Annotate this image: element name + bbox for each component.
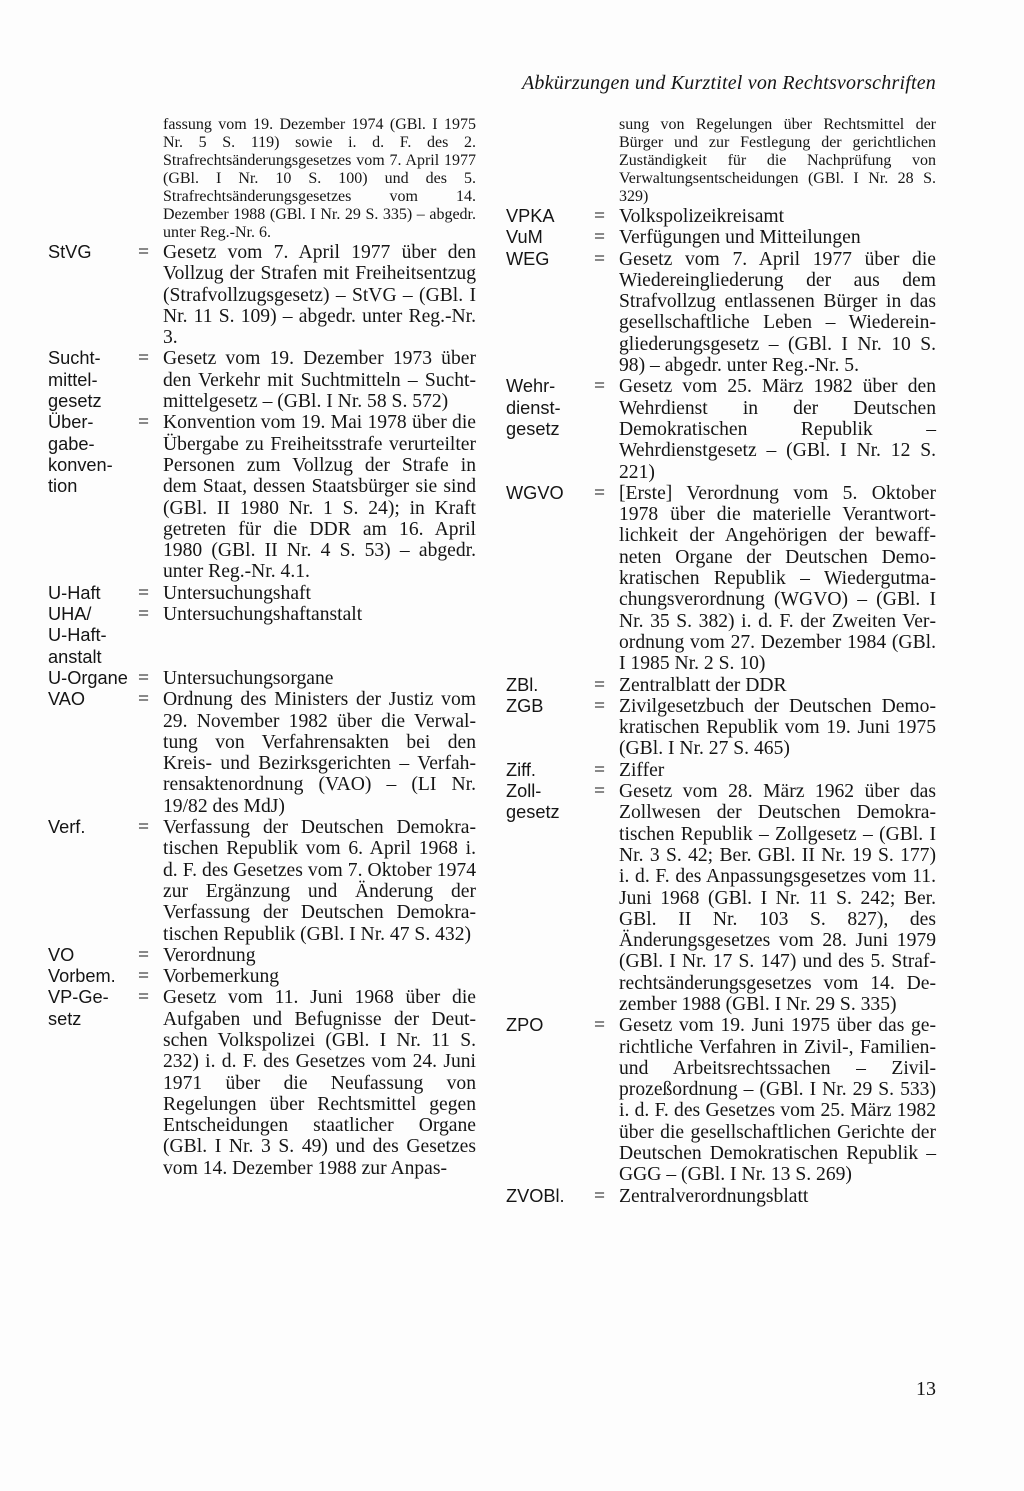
abbreviation-definition: Gesetz vom 7. April 1977 über die Wiedereingliederung der aus dem Strafvollzug entlassenen Bürger in das gesellschaftliche Leben – Wiedereingliederungsgesetz – (GBl. I Nr. 10 S. 98) – abgedr. unter Reg.-Nr. 5.: [619, 248, 936, 377]
abbreviation-definition: Untersuchungshaftanstalt: [163, 604, 363, 626]
equals-sign: =: [138, 689, 150, 711]
abbreviation-term: U-Organe: [48, 667, 128, 688]
equals-sign: =: [594, 482, 606, 504]
abbreviation-term: ZPO: [506, 1015, 544, 1036]
abbreviation-term: VAO: [48, 689, 86, 710]
equals-sign: =: [138, 242, 150, 263]
left-column: [48, 116, 476, 1179]
abbreviation-term: StVG: [48, 242, 92, 262]
abbreviation-entry: [506, 483, 936, 675]
abbreviation-term: UHA/ U-Haft- anstalt: [48, 604, 107, 667]
abbreviation-definition: Gesetz vom 7. April 1977 über den Vollzug der Strafen mit Freiheitsentzug (Strafvollzugsgesetz) – StVG – (GBl. I Nr. 11 S. 109) – abgedr. unter Reg.-Nr. 3.: [163, 242, 476, 349]
abbreviation-entry: [48, 817, 476, 945]
abbreviation-entry: [506, 675, 936, 696]
equals-sign: =: [138, 604, 150, 626]
equals-sign: =: [138, 817, 150, 839]
abbreviation-entry: [506, 376, 936, 482]
equals-sign: =: [138, 944, 150, 966]
abbreviation-term: Zoll- gesetz: [506, 781, 560, 823]
abbreviation-entry: [506, 249, 936, 377]
abbreviation-term: VPKA: [506, 206, 555, 226]
abbreviation-definition: Untersuchungsorgane: [163, 667, 334, 689]
abbreviation-definition: Zivilgesetzbuch der Deutschen Demokratischen Republik vom 19. Juni 1975 (GBl. I Nr. 27 S. 465): [619, 695, 936, 760]
equals-sign: =: [594, 674, 606, 696]
equals-sign: =: [138, 987, 150, 1009]
abbreviation-term: ZVOBl.: [506, 1185, 565, 1206]
abbreviation-definition: Gesetz vom 11. Juni 1968 über die Aufgaben und Befugnisse der Deutschen Volkspolizei (GBl. I Nr. 11 S. 232) i. d. F. des Gesetzes vom 24. Juni 1971 über die Neufassung von Regelungen über Rechtsmittel gegen Entscheidungen staatlicher Organe (GBl. I Nr. 3 S. 49) und des Gesetzes vom 14. Dezember 1988 zur Anpas-: [163, 987, 476, 1179]
abbreviation-entry: [48, 945, 476, 966]
abbreviation-entry: [48, 987, 476, 1179]
abbreviation-entry: [506, 1186, 936, 1207]
abbreviation-term: ZBl.: [506, 674, 539, 695]
equals-sign: =: [138, 412, 150, 434]
equals-sign: =: [594, 781, 606, 803]
abbreviation-entry: [506, 781, 936, 1015]
abbreviation-definition: Ziffer: [619, 759, 665, 781]
abbreviation-term: WEG: [506, 248, 550, 269]
abbreviation-definition: Verfügungen und Mitteilungen: [619, 227, 861, 249]
page-number: 13: [916, 1378, 936, 1400]
equals-sign: =: [594, 227, 606, 249]
abbreviation-entry: [48, 242, 476, 348]
abbreviation-entry: [506, 206, 936, 227]
abbreviation-term: Sucht- mittel- gesetz: [48, 348, 102, 412]
equals-sign: =: [138, 966, 150, 988]
abbreviation-term: Vorbem.: [48, 966, 116, 987]
abbreviation-definition: Vorbemerkung: [163, 966, 280, 988]
abbreviation-entry: [48, 412, 476, 582]
abbreviation-definition: Volkspolizeikreisamt: [619, 206, 785, 227]
equals-sign: =: [594, 1015, 606, 1037]
abbreviation-entry: [48, 689, 476, 817]
abbreviation-definition: Untersuchungshaft: [163, 582, 312, 604]
abbreviation-definition: Verfassung der Deutschen Demokratischen Republik vom 6. April 1968 i. d. F. des Gesetzes vom 7. Oktober 1974 zur Ergänzung und Änderung der Verfassung der Deutschen Demokratischen Republik (GBl. I Nr. 47 S. 432): [163, 817, 476, 945]
equals-sign: =: [138, 348, 150, 370]
abbreviation-definition: Gesetz vom 25. März 1982 über den Wehrdienst in der Deutschen Demokratischen Republik – Wehrdienstgesetz – (GBl. I Nr. 12 S. 221): [619, 376, 936, 483]
equals-sign: =: [138, 667, 150, 689]
abbreviation-definition: [Erste] Verordnung vom 5. Oktober 1978 über die materielle Verantwortlichkeit der Angehörigen der bewaffneten Organe der Deutschen Demokratischen Republik – Wiedergutmachungsverordnung (WGVO) – (GBl. I Nr. 35 S. 382) i. d. F. der Zweiten Verordnung vom 27. Dezember 1984 (GBl. I 1985 Nr. 2 S. 10): [619, 482, 936, 675]
abbreviation-term: VuM: [506, 227, 543, 248]
abbreviation-entry: [506, 760, 936, 781]
abbreviation-entry: [48, 348, 476, 412]
abbreviation-term: VO: [48, 944, 75, 965]
abbreviation-entry: [48, 604, 476, 668]
abbreviation-entry: [48, 668, 476, 689]
abbreviation-definition: Ordnung des Ministers der Justiz vom 29. November 1982 über die Verwaltung von Verfahrensakten bei den Kreis- und Bezirksgerichten – Verfahrensaktenordnung (VAO) – (LI Nr. 19/82 des MdJ): [163, 689, 476, 817]
running-header: Abkürzungen und Kurztitel von Rechtsvorschriften: [522, 72, 936, 94]
abbreviation-definition: Gesetz vom 28. März 1962 über das Zollwesen der Deutschen Demokratischen Republik – Zollgesetz – (GBl. I Nr. 3 S. 42; Ber. GBl. II Nr. 19 S. 177) i. d. F. des Anpassungsgesetzes vom 11. Juni 1968 (GBl. I Nr. 11 S. 242; Ber. GBl. II Nr. 103 S. 827), des Änderungsgesetzes vom 28. Juni 1979 (GBl. I Nr. 17 S. 147) und des 5. Strafrechtsänderungsgesetzes vom 14. Dezember 1988 (GBl. I Nr. 29 S. 335): [619, 781, 936, 1015]
abbreviation-definition: Zentralblatt der DDR: [619, 674, 787, 696]
abbreviation-entry: [506, 227, 936, 248]
continuation-text: sung von Regelungen über Rechtsmittel der Bürger und zur Festlegung der gerichtlichen Zuständigkeit für die Nachprüfung von Verwaltungsentscheidungen (GBl. I Nr. 28 S. 329): [619, 116, 936, 205]
abbreviation-term: VP-Ge- setz: [48, 987, 109, 1029]
equals-sign: =: [594, 376, 606, 398]
equals-sign: =: [594, 759, 606, 781]
abbreviation-entry: [48, 966, 476, 987]
abbreviation-definition: Gesetz vom 19. Dezember 1973 über den Verkehr mit Suchtmitteln – Suchtmittelgesetz – (GBl. I Nr. 58 S. 572): [163, 348, 476, 413]
abbreviation-term: WGVO: [506, 482, 564, 503]
right-column: [506, 116, 936, 1207]
abbreviation-entry: [506, 696, 936, 760]
abbreviation-definition: Gesetz vom 19. Juni 1975 über das gerichtliche Verfahren in Zivil-, Familien- und Arbeitsrechtssachen – Zivilprozeßordnung – (GBl. I Nr. 29 S. 533) i. d. F. des Gesetzes vom 25. März 1982 über die gesellschaftlichen Gerichte der Deutschen Demokratischen Republik – GGG – (GBl. I Nr. 13 S. 269): [619, 1015, 936, 1186]
equals-sign: =: [594, 695, 606, 717]
abbreviation-entry: [506, 1015, 936, 1185]
abbreviation-definition: Konvention vom 19. Mai 1978 über die Übergabe zu Freiheitsstrafe verurteilter Personen zum Vollzug der Strafe in dem Staat, dessen Staatsbürger sie sind (GBl. II 1980 Nr. 1 S. 24); in Kraft getreten für die DDR am 16. April 1980 (GBl. II Nr. 4 S. 53) – abgedr. unter Reg.-Nr. 4.1.: [163, 412, 476, 583]
abbreviation-term: ZGB: [506, 695, 544, 716]
continuation-text: fassung vom 19. Dezember 1974 (GBl. I 1975 Nr. 5 S. 119) sowie i. d. F. des 2. Strafrechtsänderungsgesetzes vom 7. April 1977 (GBl. I Nr. 10 S. 100) und des 5. Strafrechtsänderungsgesetzes vom 14. Dezember 1988 (GBl. I Nr. 29 S. 335) – abgedr. unter Reg.-Nr. 6.: [163, 116, 476, 241]
abbreviation-term: Über- gabe- konven- tion: [48, 412, 113, 497]
abbreviation-list: [506, 206, 936, 1207]
equals-sign: =: [594, 206, 606, 227]
abbreviation-definition: Verordnung: [163, 944, 256, 966]
abbreviation-term: Verf.: [48, 817, 86, 838]
abbreviation-term: U-Haft: [48, 582, 101, 603]
abbreviation-definition: Zentralverordnungsblatt: [619, 1185, 809, 1207]
abbreviation-term: Ziff.: [506, 759, 536, 780]
abbreviation-list: [48, 242, 476, 1179]
equals-sign: =: [594, 1185, 606, 1207]
equals-sign: =: [594, 248, 606, 270]
equals-sign: =: [138, 582, 150, 604]
abbreviation-term: Wehr- dienst- gesetz: [506, 376, 561, 439]
abbreviation-entry: [48, 583, 476, 604]
